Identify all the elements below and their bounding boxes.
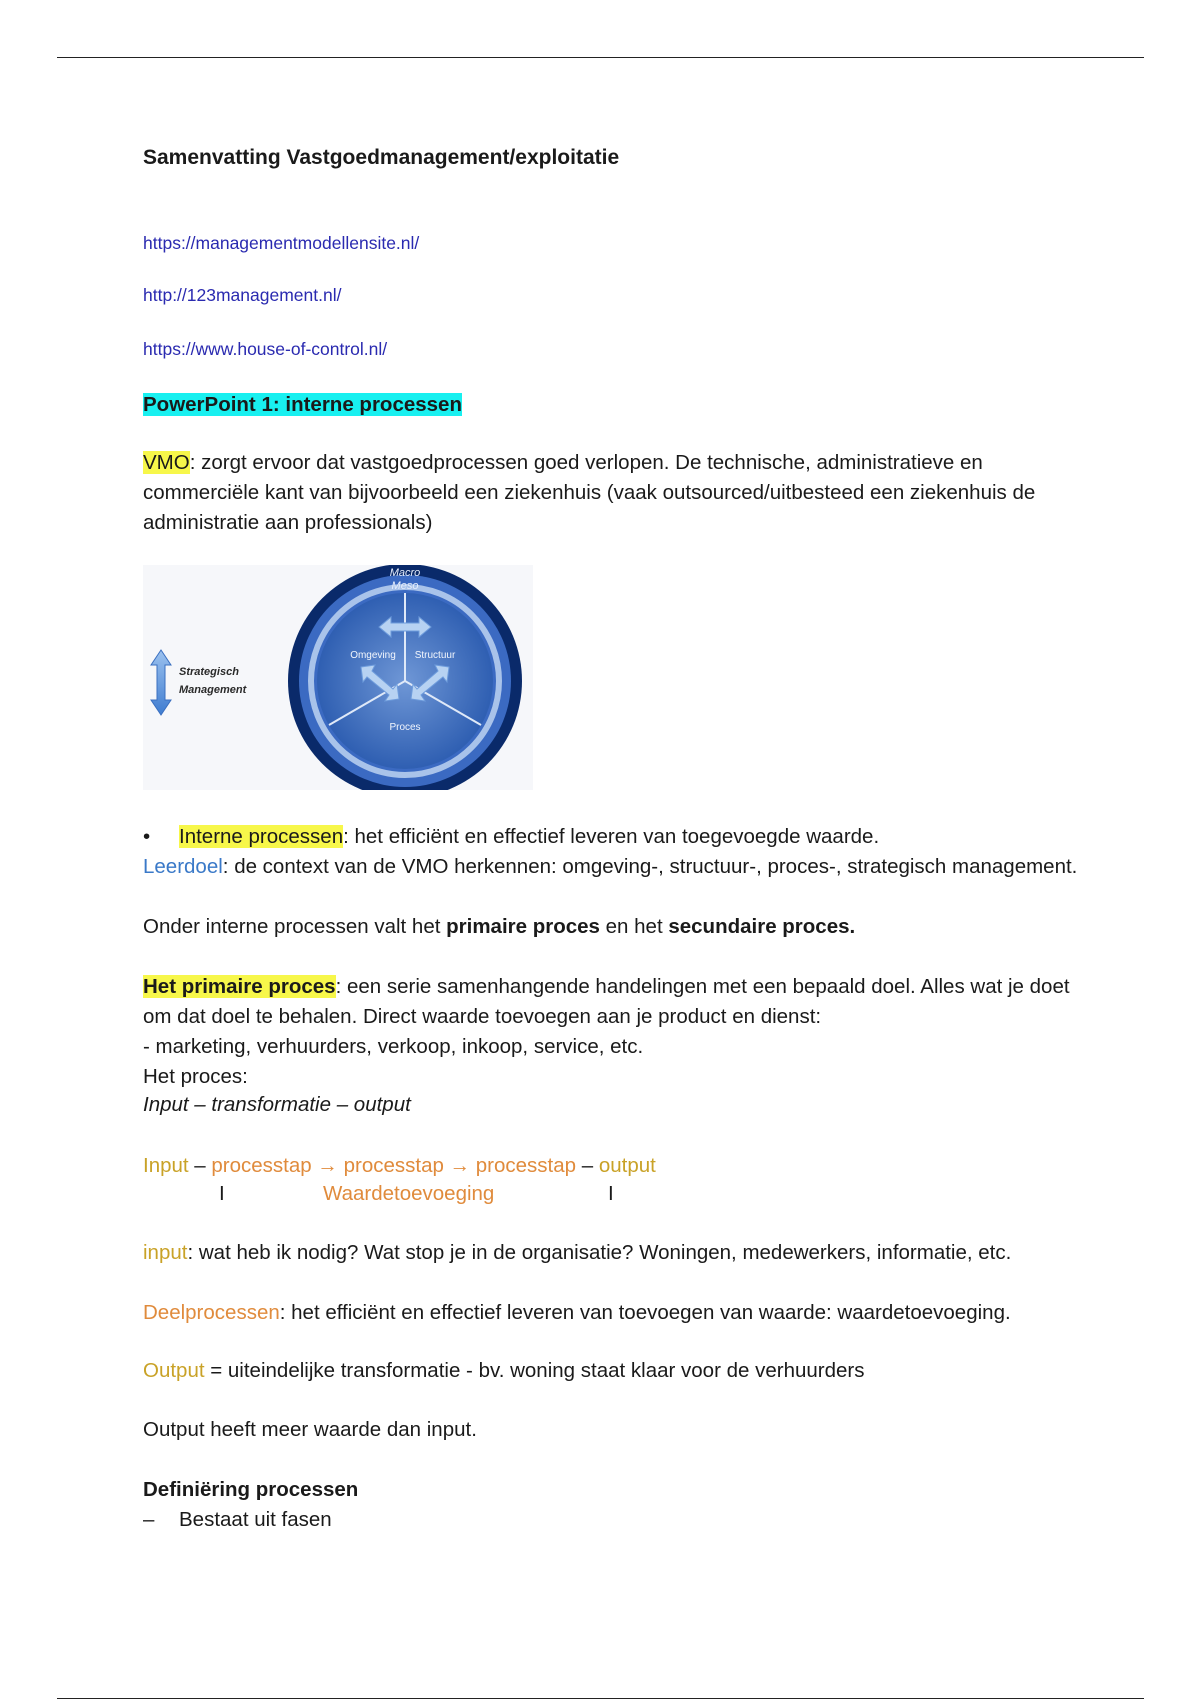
- leerdoel-text: : de context van de VMO herkennen: omgeving-, structuur-, proces-, strategisch management.: [222, 855, 1078, 878]
- flow-dash-2: –: [576, 1154, 599, 1177]
- bullet-symbol: •: [143, 825, 151, 848]
- deelprocessen-text: : het efficiënt en effectief leveren van toevoegen van waarde: waardetoevoeging.: [279, 1301, 1011, 1324]
- flow-waardetoevoeging: Waardetoevoeging: [323, 1182, 495, 1205]
- vmo-term: VMO: [143, 451, 190, 474]
- onder-bold-primaire: primaire proces: [446, 915, 600, 938]
- document-title: Samenvatting Vastgoedmanagement/exploitatie: [143, 146, 620, 169]
- output-term: Output: [143, 1359, 205, 1382]
- link-123management[interactable]: http://123management.nl/: [143, 285, 342, 305]
- flow-step-1: processtap: [211, 1154, 312, 1177]
- flow-step-2: processtap: [343, 1154, 444, 1177]
- vmo-text: : zorgt ervoor dat vastgoedprocessen goed verlopen. De technische, administratieve en commerciële kant van bijvoorbeeld een ziekenhuis (vaak outsourced/uitbesteed een ziekenhuis de administratie aan professionals): [143, 451, 1036, 534]
- bullet-text: : het efficiënt en effectief leveren van toegevoegde waarde.: [343, 825, 880, 848]
- onder-bold-secundaire: secundaire proces.: [668, 915, 856, 938]
- section-heading: [143, 390, 462, 420]
- macro-label: Macro: [389, 567, 421, 579]
- onder-paragraph: [143, 912, 855, 942]
- process-formula: Input – transformatie – output: [143, 1093, 411, 1116]
- link-house-of-control[interactable]: https://www.house-of-control.nl/: [143, 339, 388, 359]
- deelprocessen-definition: [143, 1298, 1083, 1328]
- output-definition: [143, 1356, 864, 1386]
- primaire-list: - marketing, verhuurders, verkoop, inkoop, service, etc.: [143, 1035, 644, 1058]
- onder-middle: en het: [599, 915, 669, 938]
- strategisch-label: Strategisch: [179, 666, 239, 678]
- flow-arrow-2: →: [443, 1154, 476, 1177]
- bullet-interne-processen: [143, 822, 879, 852]
- leerdoel-paragraph: [143, 852, 1083, 882]
- onder-prefix: Onder interne processen valt het: [143, 915, 447, 938]
- input-term: input: [143, 1241, 188, 1264]
- flow-dash-1: –: [188, 1154, 212, 1177]
- deelprocessen-term: Deelprocessen: [143, 1301, 280, 1324]
- flow-step-3: processtap: [475, 1154, 577, 1177]
- section-heading-text: PowerPoint 1: interne processen: [143, 393, 462, 416]
- link-managementmodellensite[interactable]: https://managementmodellensite.nl/: [143, 233, 420, 253]
- input-definition: [143, 1238, 1083, 1268]
- flow-input: Input: [143, 1154, 189, 1177]
- definiering-item: [143, 1505, 332, 1535]
- meso-label: Meso: [391, 580, 419, 592]
- flow-arrow-1: →: [311, 1154, 344, 1177]
- flow-output: output: [598, 1154, 656, 1177]
- primaire-term: Het primaire proces: [143, 975, 336, 998]
- vmo-paragraph: [143, 448, 1083, 538]
- definiering-dash: –: [143, 1508, 155, 1531]
- structuur-label: Structuur: [414, 650, 456, 661]
- vmo-context-diagram: [143, 565, 533, 790]
- definiering-heading: Definiëring processen: [143, 1478, 359, 1501]
- flow-bar-right: I: [608, 1182, 614, 1205]
- flow-bar-left: I: [219, 1182, 225, 1205]
- management-label: Management: [179, 684, 247, 696]
- leerdoel-term: Leerdoel: [143, 855, 223, 878]
- proces-label: Proces: [389, 722, 421, 733]
- definiering-item-text: Bestaat uit fasen: [179, 1508, 332, 1531]
- bottom-rule: [57, 1698, 1144, 1699]
- output-text: = uiteindelijke transformatie - bv. woning staat klaar voor de verhuurders: [204, 1359, 865, 1382]
- het-proces-label: Het proces:: [143, 1065, 248, 1088]
- input-text: : wat heb ik nodig? Wat stop je in de organisatie? Woningen, medewerkers, informatie, etc.: [187, 1241, 1012, 1264]
- omgeving-label: Omgeving: [350, 650, 396, 661]
- process-flow: [143, 1151, 656, 1181]
- bullet-term: Interne processen: [179, 825, 344, 848]
- primaire-text: : een serie samenhangende handelingen met een bepaald doel. Alles wat je doet om dat doel te behalen. Direct waarde toevoegen aan je product en dienst:: [143, 975, 1070, 1028]
- primaire-paragraph: [143, 972, 1083, 1032]
- top-rule: [57, 57, 1144, 58]
- output-more-value: Output heeft meer waarde dan input.: [143, 1418, 477, 1441]
